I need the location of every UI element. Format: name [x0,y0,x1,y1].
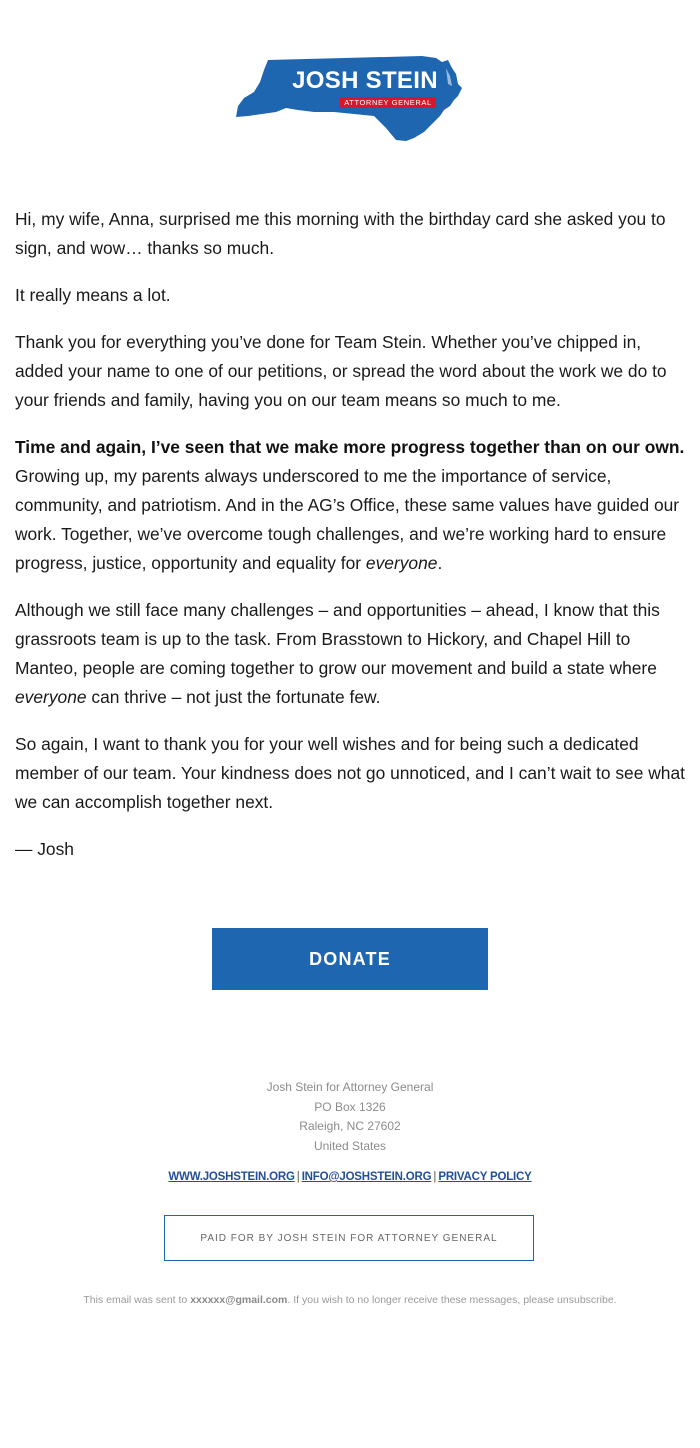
email-header [0,0,700,160]
josh-stein-logo[interactable] [236,54,464,142]
email-footer-note [0,1293,700,1307]
mailing-address [0,1078,700,1156]
letter-paragraph: It really means a lot. [15,285,171,305]
org-name: Josh Stein for Attorney General [266,1080,434,1094]
recipient-email: xxxxxx@gmail.com [190,1294,288,1306]
po-box: PO Box 1326 [314,1099,386,1114]
italic-text: everyone [365,553,438,573]
donate-button[interactable]: DONATE [212,928,488,990]
link-separator: | [433,1171,437,1183]
emphasis-text: Time and again, I’ve seen that we make more progress together than on our own. [15,437,685,457]
letter-paragraph [15,433,687,578]
privacy-policy-link[interactable]: PRIVACY POLICY [438,1171,532,1183]
city-state-zip: Raleigh, NC 27602 [299,1119,401,1133]
letter-paragraph [15,596,687,712]
link-separator: | [296,1171,300,1183]
italic-text: everyone [15,687,87,707]
letter-paragraph: Hi, my wife, Anna, surprised me this morning with the birthday card she asked you to sign, and wow… thanks so much. [15,209,666,258]
logo-name: JOSH STEIN [292,67,438,94]
footer-suffix: . If you wish to no longer receive these messages, please unsubscribe. [287,1294,617,1306]
footer-links [0,1170,700,1184]
paragraph-text: Although we still face many challenges – and opportunities – ahead, I know that this grassroots team is up to the task. From Brasstown to Hickory, and Chapel Hill to Manteo, people are coming together to grow our movement and build a state where [15,600,660,678]
paragraph-text: Growing up, my parents always underscored to me the importance of service, community, and patriotism. And in the AG’s Office, these same values have guided our work. Together, we’ve overcome tough challenges, and we’re working hard to ensure progress, justice, opportunity and equality for [15,466,680,573]
letter-paragraph: Thank you for everything you’ve done for Team Stein. Whether you’ve chipped in, added your name to one of our petitions, or spread the word about the work we do to your friends and family, having you on our team means so much to me. [15,332,667,410]
website-link[interactable]: WWW.JOSHSTEIN.ORG [168,1171,295,1183]
letter-body [15,205,687,882]
signoff: — Josh [15,839,74,859]
paragraph-end: can thrive – not just the fortunate few. [86,687,381,707]
paragraph-end: . [437,553,443,573]
paid-for-disclaimer: PAID FOR BY JOSH STEIN FOR ATTORNEY GENERAL [164,1215,534,1261]
letter-paragraph: So again, I want to thank you for your well wishes and for being such a dedicated member of our team. Your kindness does not go unnoticed, and I can’t wait to see what we can accomplish together next. [15,734,685,812]
email-link[interactable]: INFO@JOSHSTEIN.ORG [301,1171,432,1183]
footer-prefix: This email was sent to [83,1294,191,1306]
country: United States [313,1138,387,1153]
logo-subtitle: ATTORNEY GENERAL [340,97,436,108]
